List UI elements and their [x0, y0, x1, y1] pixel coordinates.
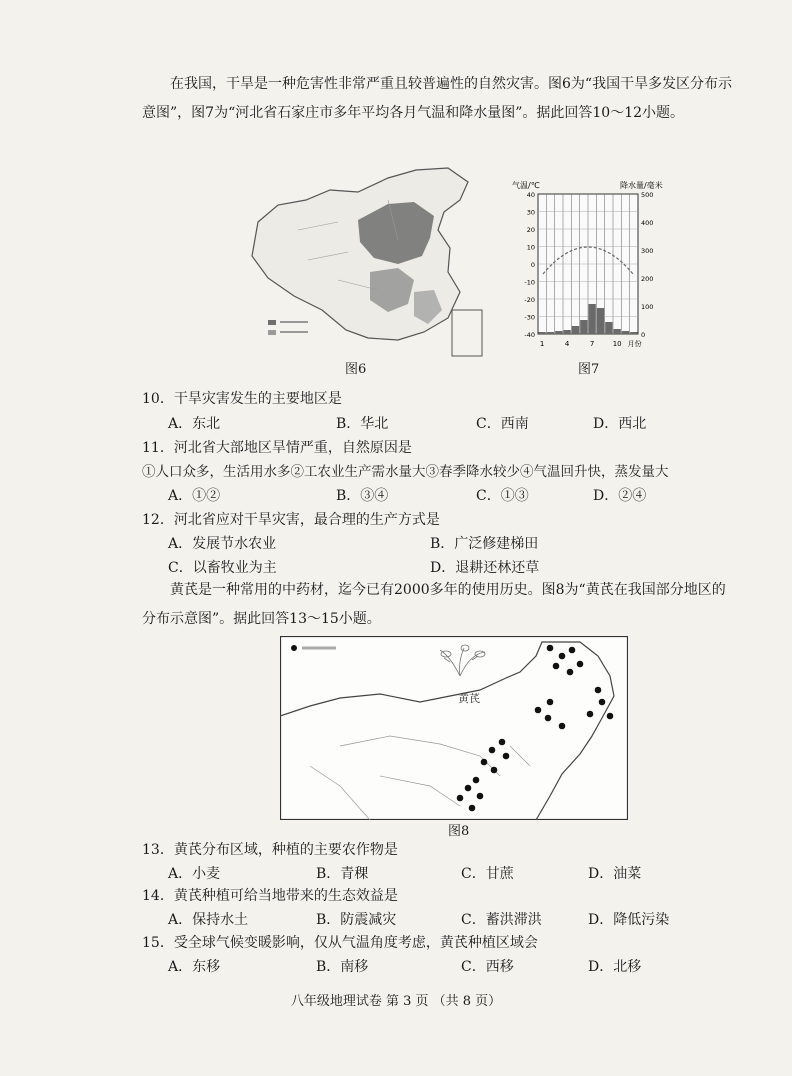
left-tick-label: 10: [526, 243, 535, 252]
page-footer: 八年级地理试卷 第 3 页 （共 8 页）: [290, 994, 502, 1009]
plant-label: 黄芪: [458, 692, 480, 705]
precip-bar: [614, 329, 621, 334]
q15-option-d[interactable]: D．北移: [588, 959, 642, 975]
figure-7-climate-chart: [510, 178, 665, 353]
q11-stem: 11．河北省大部地区旱情严重，自然原因是: [142, 440, 412, 456]
q14-option-c[interactable]: C．蓄洪滞洪: [461, 912, 542, 928]
q12-options-row2: [168, 558, 728, 578]
q14-options: [168, 910, 728, 930]
precip-bar: [597, 308, 604, 334]
q12-option-d[interactable]: D．退耕还林还草: [430, 560, 540, 576]
q12-stem: 12．河北省应对干旱灾害，最合理的生产方式是: [142, 512, 440, 528]
figure-8-astragalus-map: [280, 636, 628, 820]
q14-option-a[interactable]: A．保持水土: [168, 912, 249, 928]
q10-options: [168, 414, 728, 434]
precip-bar: [564, 330, 571, 334]
precip-bar: [580, 320, 587, 334]
precip-bar: [630, 332, 637, 334]
china-drought-map: [238, 160, 494, 365]
precip-bar: [622, 331, 629, 334]
q10-option-d[interactable]: D．西北: [593, 416, 647, 432]
climate-chart-svg: [510, 178, 665, 353]
q15-options: [168, 957, 728, 977]
right-axis-title: 降水量/毫米: [620, 181, 663, 190]
legend-swatch-2: [268, 330, 276, 335]
q10-stem: 10．干旱灾害发生的主要地区是: [142, 391, 342, 407]
x-tick-label: 月份: [627, 340, 642, 348]
q12-options-row1: [168, 534, 728, 554]
q15-option-c[interactable]: C．西移: [461, 959, 514, 975]
q13-option-d[interactable]: D．油菜: [588, 866, 642, 882]
intro-astragalus: 黄芪是一种常用的中药材，迄今已有2000多年的使用历史。图8为“黄芪在我国部分地区的分布示意图”。据此回答13～15小题。: [142, 582, 726, 627]
precip-bar: [555, 331, 562, 334]
q10-option-a[interactable]: A．东北: [168, 416, 221, 432]
q11-items: ①人口众多，生活用水多②工农业生产需水量大③春季降水较少④气温回升快，蒸发量大: [142, 464, 669, 480]
left-axis-title: 气温/℃: [512, 181, 540, 190]
figure-8-caption: 图8: [448, 824, 470, 839]
right-tick-label: 300: [641, 247, 654, 255]
right-tick-label: 500: [641, 191, 654, 199]
q13-stem: 13．黄芪分布区域，种植的主要农作物是: [142, 842, 398, 858]
map-frame: [281, 637, 628, 820]
x-tick-label: 7: [589, 340, 595, 348]
left-tick-label: -30: [524, 313, 535, 322]
precip-bar: [539, 332, 546, 334]
q13-option-b[interactable]: B．青稞: [316, 866, 369, 882]
q11-option-a[interactable]: A．①②: [168, 488, 221, 504]
q15-option-a[interactable]: A．东移: [168, 959, 221, 975]
south-sea-inset: [452, 310, 482, 356]
x-tick-labels: [540, 339, 642, 348]
left-tick-label: 0: [530, 261, 535, 269]
q11-option-c[interactable]: C．①③: [476, 488, 529, 504]
q12-option-a[interactable]: A．发展节水农业: [168, 536, 277, 552]
figure-6-caption: 图6: [345, 362, 367, 377]
q11-option-d[interactable]: D．②④: [593, 488, 647, 504]
figure-7-caption: 图7: [578, 362, 600, 377]
q15-option-b[interactable]: B．南移: [316, 959, 369, 975]
x-tick-label: 10: [612, 340, 622, 348]
q10-option-b[interactable]: B．华北: [336, 416, 389, 432]
q11-option-b[interactable]: B．③④: [336, 488, 389, 504]
precip-bar: [605, 322, 612, 334]
left-tick-label: 40: [526, 191, 535, 199]
q13-option-c[interactable]: C．甘蔗: [461, 866, 514, 882]
q11-options: [168, 486, 728, 506]
left-tick-label: -20: [524, 296, 535, 304]
right-tick-label: 200: [641, 275, 654, 283]
precip-bar: [572, 326, 579, 334]
q14-option-b[interactable]: B．防震减灾: [316, 912, 397, 928]
q14-option-d[interactable]: D．降低污染: [588, 912, 670, 928]
q12-option-c[interactable]: C．以畜牧业为主: [168, 560, 277, 576]
intro-drought: 在我国，干旱是一种危害性非常严重且较普遍性的自然灾害。图6为“我国干旱多发区分布示意图”，图7为“河北省石家庄市多年平均各月气温和降水量图”。据此回答10～12小题。: [142, 76, 733, 121]
right-tick-label: 0: [641, 331, 646, 339]
legend-dot: [291, 645, 297, 651]
right-tick-label: 400: [641, 219, 654, 227]
q13-option-a[interactable]: A．小麦: [168, 866, 221, 882]
left-tick-label: -40: [524, 331, 535, 339]
left-tick-label: -10: [524, 278, 535, 287]
left-tick-label: 20: [526, 226, 535, 234]
figure-6-drought-map: [238, 160, 494, 365]
x-tick-label: 4: [564, 340, 570, 348]
q14-stem: 14．黄芪种植可给当地带来的生态效益是: [142, 888, 398, 904]
left-tick-labels: [524, 191, 535, 339]
legend-swatch-1: [268, 320, 276, 325]
q15-stem: 15．受全球气候变暖影响，仅从气温角度考虑，黄芪种植区域会: [142, 935, 538, 951]
precip-bar: [589, 304, 596, 334]
precip-bar: [547, 332, 554, 334]
q13-options: [168, 864, 728, 884]
right-tick-label: 100: [641, 303, 654, 311]
q10-option-c[interactable]: C．西南: [476, 416, 529, 432]
left-tick-label: 30: [526, 208, 535, 217]
right-tick-labels: [641, 191, 653, 339]
x-tick-label: 1: [539, 340, 545, 348]
q12-option-b[interactable]: B．广泛修建梯田: [430, 536, 539, 552]
astragalus-map-svg: [280, 636, 628, 820]
